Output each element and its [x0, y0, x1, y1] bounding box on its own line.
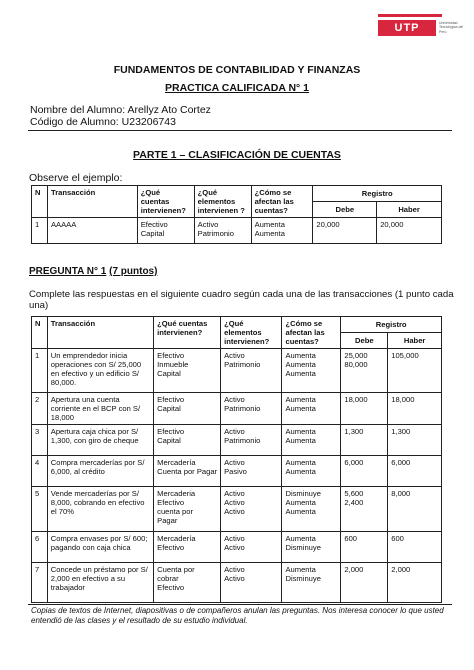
- pregunta-title: [29, 266, 157, 277]
- cell-elementos: [221, 349, 282, 393]
- cell-cuentas: [154, 425, 221, 456]
- table-row: [32, 218, 442, 244]
- cell-transaccion: Apertura una cuenta corriente en el BCP con S/ 18,000: [47, 393, 153, 425]
- cell-line: Efectivo: [157, 395, 185, 404]
- col-elementos: ¿Qué elementos intervienen ?: [194, 186, 251, 218]
- cell-line: 80,000: [344, 360, 368, 369]
- cell-line: Aumenta: [285, 404, 316, 413]
- cell-line: Efectivo: [157, 583, 185, 592]
- col-cuentas: ¿Qué cuentas intervienen?: [137, 186, 194, 218]
- cell-line: Disminuye: [285, 574, 321, 583]
- cell-haber: [388, 456, 442, 487]
- cell-line: Mercadería: [157, 534, 196, 543]
- cell-n: 6: [32, 532, 48, 563]
- cell-line: Activo: [224, 395, 245, 404]
- cell-line: Efectivo: [157, 427, 185, 436]
- cell-line: 600: [391, 534, 404, 543]
- cell-line: Aumenta: [285, 360, 316, 369]
- cell-line: Disminuye: [285, 489, 321, 498]
- cell-line: 2,400: [344, 498, 364, 507]
- cell-debe: [341, 456, 388, 487]
- cell-haber: [377, 218, 442, 244]
- table-row: [32, 563, 442, 603]
- cell-line: Patrimonio: [224, 360, 261, 369]
- cell-haber: [388, 563, 442, 603]
- cell-afectan: [282, 456, 341, 487]
- cell-line: 1,300: [391, 427, 411, 436]
- logo-subtitle: Universidad Tecnológica del Perú: [439, 20, 464, 34]
- cell-line: 18,000: [344, 395, 368, 404]
- cell-elementos: [221, 456, 282, 487]
- cell-line: Aumenta: [285, 534, 316, 543]
- cell-cuentas: [154, 349, 221, 393]
- cell-line: Aumenta: [285, 436, 316, 445]
- cell-line: Activo: [224, 574, 245, 583]
- table-row: [32, 393, 442, 425]
- table-row: [32, 532, 442, 563]
- cell-line: Aumenta: [285, 427, 316, 436]
- cell-elementos: [221, 425, 282, 456]
- cell-line: Inmueble: [157, 360, 189, 369]
- cell-transaccion: Apertura caja chica por S/ 1,300, con giro de cheque: [47, 425, 153, 456]
- cell-line: Aumenta: [285, 467, 316, 476]
- divider: [28, 130, 452, 131]
- cell-line: Activo: [224, 565, 245, 574]
- cell-line: 20,000: [380, 220, 404, 229]
- cell-elementos: [221, 393, 282, 425]
- cell-afectan: [282, 393, 341, 425]
- cell-line: Patrimonio: [224, 404, 261, 413]
- exam-title: PRACTICA CALIFICADA N° 1: [164, 82, 309, 94]
- cell-line: Aumenta: [254, 220, 285, 229]
- observe-label: Observe el ejemplo:: [29, 172, 123, 184]
- cell-line: 20,000: [316, 220, 340, 229]
- table-row: [32, 487, 442, 532]
- cell-cuentas: [154, 393, 221, 425]
- col-transaccion: Transacción: [47, 186, 137, 218]
- cell-elementos: [221, 563, 282, 603]
- cell-afectan: [251, 218, 313, 244]
- cell-n: 3: [32, 425, 48, 456]
- col-afectan: ¿Cómo se afectan las cuentas?: [282, 317, 341, 349]
- cell-cuentas: [154, 487, 221, 532]
- cell-line: Efectivo: [157, 498, 185, 507]
- col-debe: Debe: [341, 333, 388, 349]
- cell-n: 1: [32, 349, 48, 393]
- footer-note: Copias de textos de Internet, diapositivas o de compañeros anulan las preguntas. Nos interesa conocer lo que usted entendió de las clases y el resultado de su estudio individual.: [31, 606, 444, 625]
- cell-debe: [341, 425, 388, 456]
- cell-line: Capital: [157, 369, 181, 378]
- cell-line: 6,000: [391, 458, 411, 467]
- cell-line: Mercaderia: [157, 489, 196, 498]
- cell-line: Activo: [224, 351, 245, 360]
- cell-line: 105,000: [391, 351, 419, 360]
- cell-line: Aumenta: [285, 507, 316, 516]
- col-n: N: [32, 186, 48, 218]
- cell-line: Activo: [197, 220, 219, 229]
- cell-line: Mercadería: [157, 458, 196, 467]
- table-row: [32, 425, 442, 456]
- cell-line: Pagar: [157, 516, 178, 525]
- table-row: [32, 456, 442, 487]
- cell-line: Activo: [224, 458, 245, 467]
- cell-line: Activo: [224, 534, 245, 543]
- cell-cuentas: [154, 532, 221, 563]
- cell-haber: [388, 425, 442, 456]
- cell-haber: [388, 349, 442, 393]
- cell-haber: [388, 487, 442, 532]
- col-elementos: ¿Qué elementos intervienen?: [221, 317, 282, 349]
- cell-n: 1: [32, 218, 48, 244]
- cell-cuentas: [154, 456, 221, 487]
- cell-line: Efectivo: [157, 351, 185, 360]
- cell-line: Patrimonio: [224, 436, 261, 445]
- cell-elementos: [221, 532, 282, 563]
- cell-afectan: [282, 532, 341, 563]
- cell-n: 5: [32, 487, 48, 532]
- cell-line: cobrar: [157, 574, 179, 583]
- cell-transaccion: AAAAA: [47, 218, 137, 244]
- cell-line: Activo: [224, 498, 245, 507]
- cell-line: 1,300: [344, 427, 364, 436]
- cell-debe: [313, 218, 377, 244]
- cell-line: Aumenta: [285, 458, 316, 467]
- cell-transaccion: Concede un préstamo por S/ 2,000 en efectivo a su trabajador: [47, 563, 153, 603]
- cell-line: Efectivo: [157, 543, 185, 552]
- cell-afectan: [282, 349, 341, 393]
- pregunta-label: PREGUNTA N° 1: [29, 266, 107, 277]
- cell-line: Efectivo: [140, 220, 168, 229]
- cell-n: 7: [32, 563, 48, 603]
- student-name: Nombre del Alumno: Arellyz Ato Cortez: [30, 104, 211, 116]
- cell-line: Aumenta: [285, 395, 316, 404]
- part1-title: PARTE 1 – CLASIFICACIÓN DE CUENTAS: [133, 149, 341, 161]
- cell-line: Patrimonio: [197, 229, 234, 238]
- cell-debe: [341, 393, 388, 425]
- cell-line: Aumenta: [285, 369, 316, 378]
- cell-line: 6,000: [344, 458, 364, 467]
- cell-line: Pasivo: [224, 467, 247, 476]
- cell-line: 5,600: [344, 489, 364, 498]
- course-title: FUNDAMENTOS DE CONTABILIDAD Y FINANZAS: [113, 64, 361, 76]
- col-transaccion: Transacción: [47, 317, 153, 349]
- pregunta-points: (7 puntos): [109, 266, 158, 277]
- cell-haber: [388, 532, 442, 563]
- cell-elementos: [221, 487, 282, 532]
- cell-haber: [388, 393, 442, 425]
- col-debe: Debe: [313, 202, 377, 218]
- cell-line: Capital: [140, 229, 165, 238]
- cell-line: Activo: [224, 427, 245, 436]
- cell-line: Activo: [224, 543, 245, 552]
- cell-line: 25,000: [344, 351, 368, 360]
- col-registro: Registro: [313, 186, 442, 202]
- cell-n: 2: [32, 393, 48, 425]
- table-row: [32, 349, 442, 393]
- cell-afectan: [282, 425, 341, 456]
- col-cuentas: ¿Qué cuentas intervienen?: [154, 317, 221, 349]
- cell-transaccion: Vende mercaderías por S/ 8,000, cobrando en efectivo el 70%: [47, 487, 153, 532]
- logo-text: UTP: [378, 20, 436, 36]
- cell-transaccion: Compra mercaderías por S/ 6,000, al crédito: [47, 456, 153, 487]
- cell-line: Cuenta por Pagar: [157, 467, 218, 476]
- cell-line: Aumenta: [285, 498, 316, 507]
- cell-cuentas: [137, 218, 194, 244]
- pregunta-instruction: Complete las respuestas en el siguiente cuadro según cada una de las transacciones (1 punto cada una): [29, 289, 454, 311]
- cell-line: Aumenta: [254, 229, 285, 238]
- utp-logo: [378, 14, 467, 36]
- cell-debe: [341, 487, 388, 532]
- footer-divider: [28, 604, 452, 605]
- cell-n: 4: [32, 456, 48, 487]
- cell-line: 18,000: [391, 395, 415, 404]
- cell-line: cuenta por: [157, 507, 194, 516]
- cell-line: Aumenta: [285, 565, 316, 574]
- col-afectan: ¿Cómo se afectan las cuentas?: [251, 186, 313, 218]
- cell-line: 2,000: [344, 565, 364, 574]
- cell-afectan: [282, 487, 341, 532]
- cell-line: Capital: [157, 436, 181, 445]
- cell-line: Activo: [224, 489, 245, 498]
- cell-line: 600: [344, 534, 358, 543]
- student-code: Código de Alumno: U23206743: [30, 116, 176, 128]
- example-table: [31, 185, 442, 244]
- col-haber: Haber: [388, 333, 442, 349]
- col-registro: Registro: [341, 317, 442, 333]
- col-n: N: [32, 317, 48, 349]
- col-haber: Haber: [377, 202, 442, 218]
- logo-bar: [378, 14, 442, 17]
- cell-line: Aumenta: [285, 351, 316, 360]
- cell-debe: [341, 563, 388, 603]
- cell-elementos: [194, 218, 251, 244]
- cell-line: Activo: [224, 507, 245, 516]
- cell-line: Capital: [157, 404, 181, 413]
- cell-line: 8,000: [391, 489, 411, 498]
- cell-cuentas: [154, 563, 221, 603]
- cell-transaccion: Compra envases por S/ 600; pagando con caja chica: [47, 532, 153, 563]
- cell-debe: [341, 349, 388, 393]
- answer-table: [31, 316, 442, 603]
- cell-line: Disminuye: [285, 543, 321, 552]
- cell-transaccion: Un emprendedor inicia operaciones con S/ 25,000 en efectivo y un edificio S/ 80,000.: [47, 349, 153, 393]
- cell-afectan: [282, 563, 341, 603]
- cell-line: Cuenta por: [157, 565, 195, 574]
- cell-debe: [341, 532, 388, 563]
- cell-line: 2,000: [391, 565, 411, 574]
